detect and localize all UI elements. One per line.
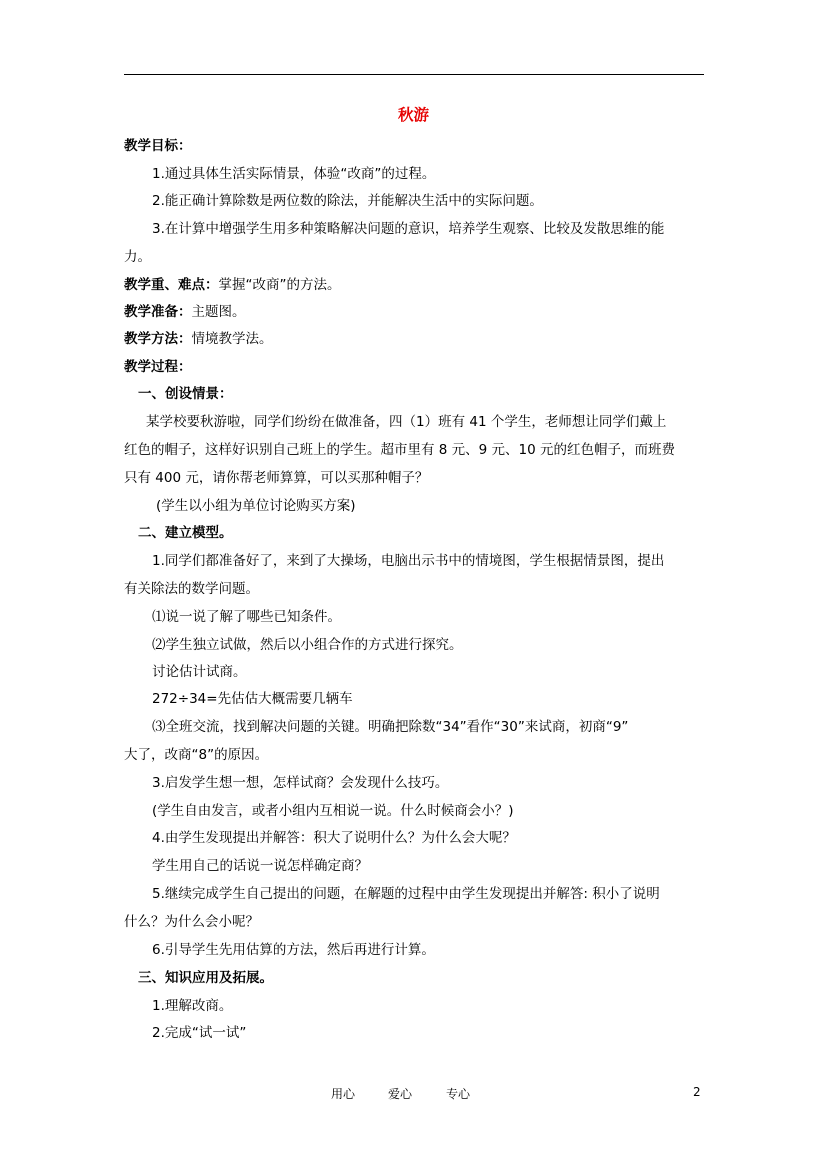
section2-line: 学生用自己的话说一说怎样确定商？: [152, 858, 368, 874]
section2-line: 3.启发学生想一想，怎样试商？会发现什么技巧。: [152, 775, 449, 791]
goal-line: 3.在计算中增强学生用多种策略解决问题的意识，培养学生观察、比较及发散思维的能: [152, 221, 665, 237]
goal-line: 力。: [124, 249, 151, 265]
section2-line: 1.同学们都准备好了，来到了大操场，电脑出示书中的情境图，学生根据情景图，提出: [152, 553, 665, 569]
section2-line: 272÷34=先估估大概需要几辆车: [152, 691, 353, 707]
preparation: [124, 303, 246, 321]
document-title: 秋游: [397, 106, 429, 124]
footer-item: 用心: [331, 1087, 356, 1101]
process-heading: 教学过程：: [124, 359, 192, 375]
key-points-label: 教学重、难点：: [124, 277, 219, 293]
method-label: 教学方法：: [124, 331, 192, 347]
footer-item: 专心: [446, 1087, 471, 1101]
section3-line: 2.完成“试一试”: [152, 1025, 247, 1041]
section2-line: ⑴说一说了解了哪些已知条件。: [152, 609, 341, 625]
section2-line: ⑶全班交流，找到解决问题的关键。明确把除数“34”看作“30”来试商，初商“9”: [152, 719, 629, 735]
section2-line: 6.引导学生先用估算的方法，然后再进行计算。: [152, 942, 435, 958]
header-rule: [124, 74, 704, 75]
section2-line: ⑵学生独立试做，然后以小组合作的方式进行探究。: [152, 637, 463, 653]
goal-line: 1.通过具体生活实际情景，体验“改商”的过程。: [152, 166, 436, 182]
section1-line: 只有 400 元，请你帮老师算算，可以买那种帽子？: [124, 470, 429, 486]
goal-heading: 教学目标：: [124, 138, 192, 154]
section3-heading: 三、知识应用及拓展。: [138, 970, 273, 986]
preparation-text: 主题图。: [191, 304, 246, 320]
section2-line: 什么？为什么会小呢？: [124, 914, 259, 930]
goal-line: 2.能正确计算除数是两位数的除法，并能解决生活中的实际问题。: [152, 193, 543, 209]
section1-line: (学生以小组为单位讨论购买方案): [156, 498, 356, 514]
preparation-label: 教学准备：: [124, 304, 192, 320]
section1-line: 某学校要秋游啦，同学们纷纷在做准备，四（1）班有 41 个学生，老师想让同学们戴上: [146, 414, 667, 430]
section2-line: 讨论估计试商。: [152, 664, 247, 680]
section3-line: 1.理解改商。: [152, 998, 233, 1014]
section2-heading: 二、建立模型。: [138, 525, 233, 541]
page-number: 2: [693, 1085, 701, 1099]
section2-line: (学生自由发言，或者小组内互相说一说。什么时候商会小？): [152, 803, 514, 819]
section2-line: 5.继续完成学生自己提出的问题，在解题的过程中由学生发现提出并解答: 积小了说明: [152, 886, 660, 902]
section2-line: 大了，改商“8”的原因。: [124, 747, 269, 763]
section2-line: 4.由学生发现提出并解答：积大了说明什么？为什么会大呢？: [152, 830, 516, 846]
section2-line: 有关除法的数学问题。: [124, 581, 259, 597]
method-text: 情境教学法。: [191, 331, 273, 347]
key-points: [124, 276, 341, 294]
method: [124, 330, 273, 348]
key-points-text: 掌握“改商”的方法。: [218, 277, 341, 293]
footer-item: 爱心: [388, 1087, 413, 1101]
section1-heading: 一、创设情景：: [138, 386, 233, 402]
section1-line: 红色的帽子，这样好识别自己班上的学生。超市里有 8 元、9 元、10 元的红色帽子，而班费: [124, 442, 676, 458]
